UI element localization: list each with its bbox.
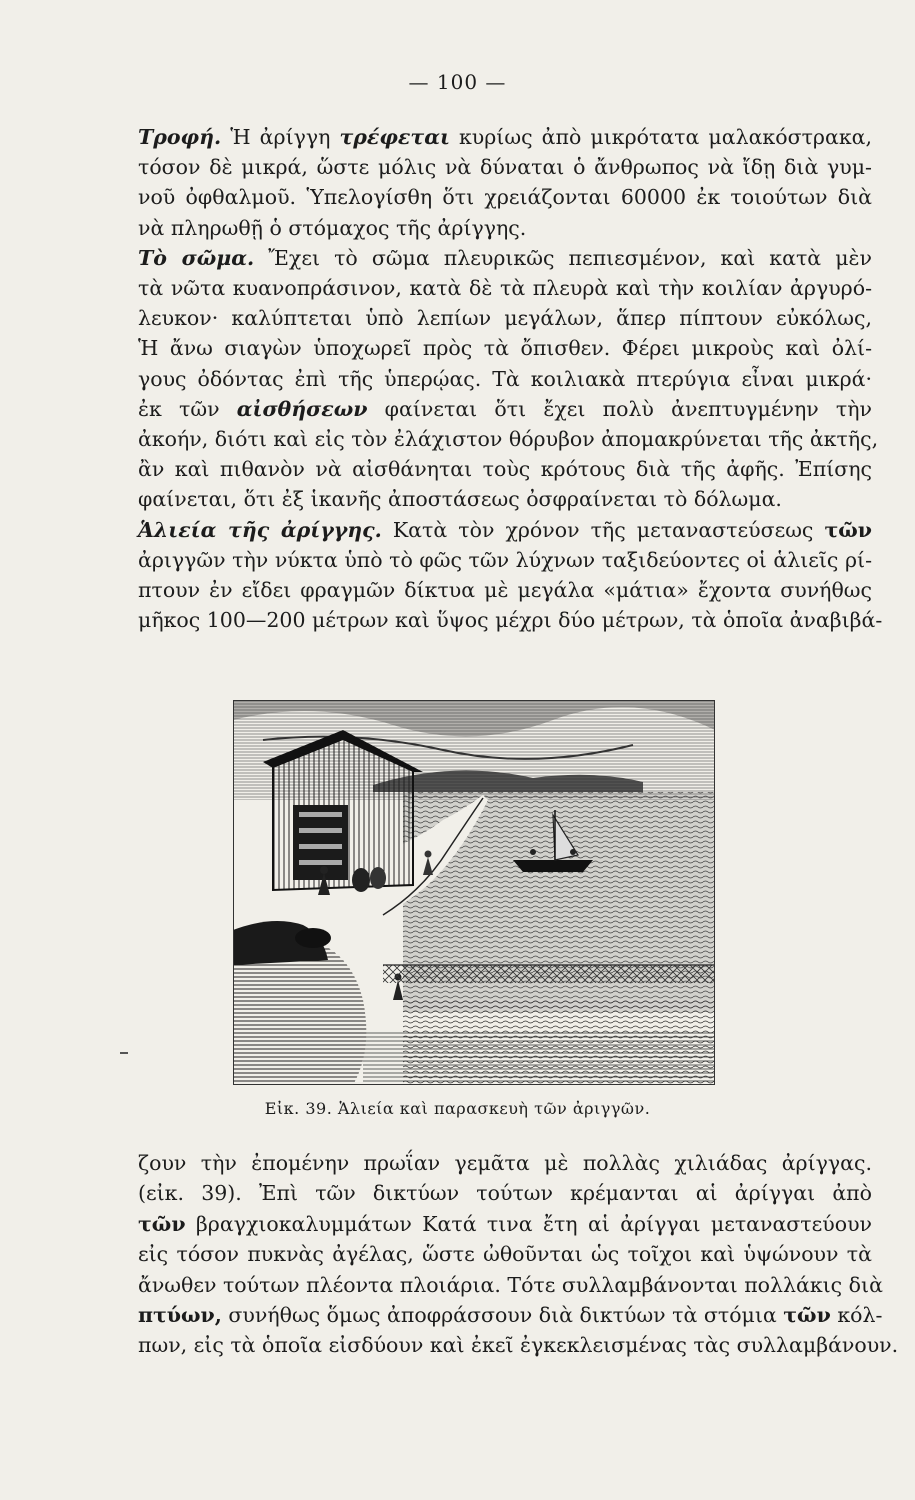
text-segment: Ἔχει τὸ σῶμα πλευρικῶς πεπιεσμένον, καὶ κατὰ μὲν — [254, 245, 872, 270]
text-line — [138, 515, 872, 545]
margin-mark — [120, 1052, 128, 1054]
text-segment: νοῦ ὀφθαλμοῦ. Ὑπελογίσθη ὅτι χρειάζονται 60000 ἐκ τοιούτων διὰ — [138, 185, 872, 210]
text-line — [138, 1239, 872, 1269]
text-segment: γους ὀδόντας ἐπὶ τῆς ὑπερῴας. Τὰ κοιλιακὰ πτερύγια εἶναι μικρά· — [138, 366, 872, 391]
text-segment: πτύων, — [138, 1303, 222, 1328]
text-segment: ζουν τὴν ἐπομένην πρωΐαν γεμᾶτα μὲ πολλὰς χιλιάδας ἀρίγγας. — [138, 1151, 872, 1175]
text-segment: τὰ νῶτα κυανοπράσινον, κατὰ δὲ τὰ πλευρὰ καὶ τὴν κοιλίαν ἀργυρό- — [138, 276, 872, 301]
text-line — [138, 182, 872, 212]
text-block-top — [138, 122, 883, 635]
text-segment: ἀκοήν, διότι καὶ εἰς τὸν ἐλάχιστον θόρυβον ἀπομακρύνεται τῆς ἀκτῆς, — [138, 427, 879, 452]
text-line — [138, 394, 872, 424]
text-line — [138, 1330, 899, 1360]
text-line — [138, 364, 872, 394]
text-line — [138, 243, 872, 273]
page-number: — 100 — — [408, 70, 507, 94]
text-segment: τῶν — [783, 1303, 831, 1328]
text-line — [138, 303, 872, 333]
text-line — [138, 1209, 872, 1239]
text-line — [138, 484, 872, 514]
text-segment: τόσον δὲ μικρά, ὥστε μόλις νὰ δύναται ὁ ἄνθρωπος νὰ ἴδῃ διὰ γυμ- — [138, 155, 872, 180]
herring-fishing-engraving — [233, 700, 715, 1085]
text-segment: ἐκ τῶν — [138, 396, 237, 421]
text-line — [138, 454, 872, 484]
text-line — [138, 122, 872, 152]
text-line — [138, 1178, 872, 1208]
paragraph-fishing — [138, 515, 883, 636]
text-line — [138, 273, 872, 303]
text-line — [138, 605, 883, 635]
text-line — [138, 152, 872, 182]
text-segment: Ἡ ἄνω σιαγὼν ὑποχωρεῖ πρὸς τὰ ὄπισθεν. Φέρει μικροὺς καὶ ὀλί- — [138, 336, 872, 361]
text-segment: τρέφεται — [339, 125, 450, 149]
text-line — [138, 1300, 883, 1330]
text-segment: (εἰκ. 39). Ἐπὶ τῶν δικτύων τούτων κρέμανται αἱ ἀρίγγαι ἀπὸ — [138, 1181, 872, 1206]
text-segment: Κατὰ τὸν χρόνον τῆς μεταναστεύσεως — [381, 517, 825, 542]
text-segment: βραγχιοκαλυμμάτων Κατά τινα ἔτη αἱ ἀρίγγαι μεταναστεύουν — [185, 1211, 872, 1236]
text-segment: φαίνεται ὅτι ἔχει πολὺ ἀνεπτυγμένην τὴν — [367, 396, 872, 421]
text-segment: τῶν — [138, 1211, 186, 1236]
text-segment: ἄνωθεν τούτων πλέοντα πλοιάρια. Τότε συλλαμβάνονται πολλάκις διὰ — [138, 1272, 883, 1297]
text-line — [138, 333, 872, 363]
text-line — [138, 1148, 872, 1178]
text-line — [138, 575, 872, 605]
text-segment: κόλ- — [830, 1303, 883, 1328]
text-segment: συνήθως ὅμως ἀποφράσσουν διὰ δικτύων τὰ στόμια — [221, 1303, 784, 1328]
text-segment: ἀριγγῶν τὴν νύκτα ὑπὸ τὸ φῶς τῶν λύχνων ταξιδεύοντες οἱ ἁλιεῖς ρί- — [138, 547, 872, 572]
text-line — [138, 424, 879, 454]
figure-caption: Εἰκ. 39. Ἁλιεία καὶ παρασκευὴ τῶν ἀριγγῶν. — [264, 1099, 651, 1118]
paragraph-body — [138, 243, 879, 515]
section-heading: Ἁλιεία τῆς ἀρίγγης. — [138, 517, 382, 542]
text-segment: φαίνεται, ὅτι ἐξ ἱκανῆς ἀποστάσεως ὀσφραίνεται τὸ δόλωμα. — [138, 487, 782, 512]
text-segment: κυρίως ἀπὸ μικρότατα μαλακόστρακα, — [449, 125, 872, 149]
text-line — [138, 213, 872, 243]
text-line — [138, 545, 872, 575]
text-segment: λευκον· καλύπτεται ὑπὸ λεπίων μεγάλων, ἅπερ πίπτουν εὐκόλως, — [138, 306, 872, 331]
text-segment: πτουν ἐν εἴδει φραγμῶν δίκτυα μὲ μεγάλα «μάτια» ἔχοντα συνήθως — [138, 578, 872, 603]
text-segment: ἂν καὶ πιθανὸν νὰ αἰσθάνηται τοὺς κρότους διὰ τῆς ἀφῆς. Ἐπίσης — [138, 457, 872, 482]
text-segment: εἰς τόσον πυκνὰς ἀγέλας, ὥστε ὠθοῦνται ὡς τοῖχοι καὶ ὑψώνουν τὰ — [138, 1242, 872, 1267]
text-segment: νὰ πληρωθῇ ὁ στόμαχος τῆς ἀρίγγης. — [138, 215, 527, 240]
text-block-bottom — [138, 1148, 899, 1361]
section-heading: Τροφή. — [138, 125, 222, 149]
text-segment: μῆκος 100—200 μέτρων καὶ ὕψος μέχρι δύο μέτρων, τὰ ὁποῖα ἀναβιβά- — [138, 608, 883, 633]
text-segment: τῶν — [824, 517, 873, 542]
section-heading: Τὸ σῶμα. — [138, 245, 255, 270]
paragraph-food — [138, 122, 872, 243]
text-line — [138, 1270, 883, 1300]
text-segment: πων, εἰς τὰ ὁποῖα εἰσδύουν καὶ ἐκεῖ ἐγκεκλεισμένας τὰς συλλαμβάνουν. — [138, 1333, 899, 1358]
text-segment: Ἡ ἀρίγγη — [221, 125, 340, 149]
paragraph-continued — [138, 1148, 899, 1361]
text-segment: αἰσθήσεων — [236, 396, 368, 421]
